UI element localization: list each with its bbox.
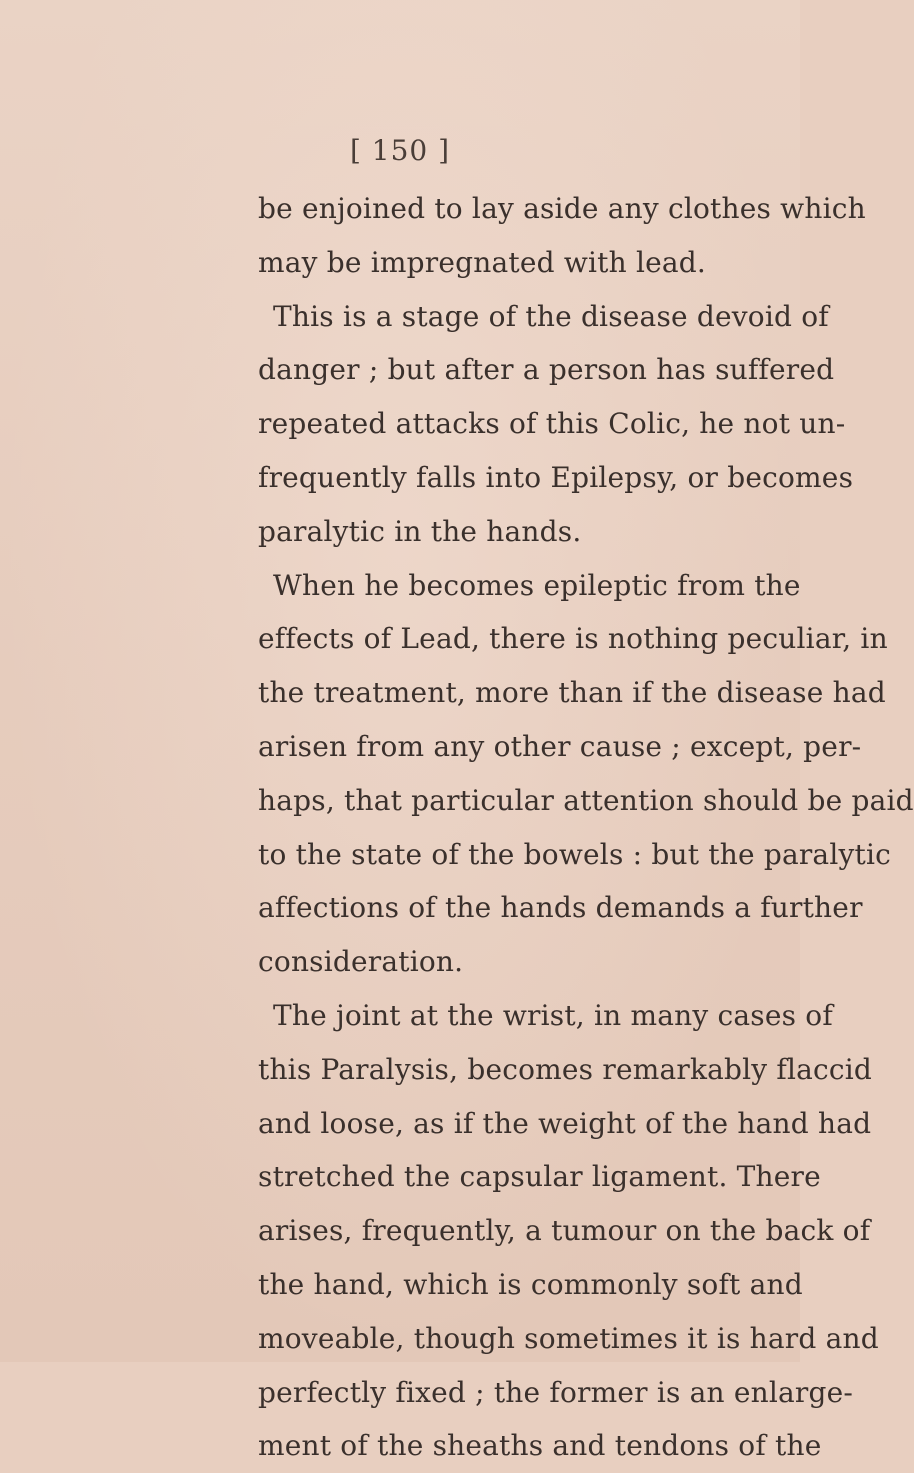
text-line: may be impregnated with lead. bbox=[258, 245, 706, 279]
page-number: [ 150 ] bbox=[349, 134, 451, 167]
text-line: This is a stage of the disease devoid of bbox=[273, 299, 829, 333]
text-line: to the state of the bowels : but the paralytic bbox=[258, 837, 891, 871]
text-line: perfectly fixed ; the former is an enlarge- bbox=[258, 1375, 854, 1409]
text-line: effects of Lead, there is nothing peculiar, in bbox=[258, 622, 888, 656]
text-line: paralytic in the hands. bbox=[258, 514, 582, 548]
text-line: be enjoined to lay aside any clothes which bbox=[258, 192, 866, 225]
text-line: affections of the hands demands a further bbox=[258, 891, 863, 925]
text-line: arises, frequently, a tumour on the back of bbox=[258, 1214, 871, 1248]
text-line: repeated attacks of this Colic, he not un- bbox=[258, 407, 846, 441]
body-text bbox=[258, 182, 914, 1473]
text-line: danger ; but after a person has suffered bbox=[258, 353, 835, 387]
text-line: arisen from any other cause ; except, per- bbox=[258, 729, 862, 763]
text-line: the treatment, more than if the disease had bbox=[258, 676, 886, 710]
text-line: stretched the capsular ligament. There bbox=[258, 1160, 821, 1194]
text-line: this Paralysis, becomes remarkably flaccid bbox=[258, 1052, 873, 1086]
text-line: ment of the sheaths and tendons of the bbox=[258, 1429, 822, 1463]
text-line: moveable, though sometimes it is hard and bbox=[258, 1321, 879, 1355]
text-line: consideration. bbox=[258, 945, 464, 979]
text-line: haps, that particular attention should be paid bbox=[258, 783, 914, 817]
text-line: When he becomes epileptic from the bbox=[273, 568, 801, 602]
text-line: the hand, which is commonly soft and bbox=[258, 1267, 803, 1301]
text-line: The joint at the wrist, in many cases of bbox=[273, 998, 833, 1032]
text-line: and loose, as if the weight of the hand had bbox=[258, 1106, 872, 1140]
text-line: frequently falls into Epilepsy, or becomes bbox=[258, 460, 854, 494]
